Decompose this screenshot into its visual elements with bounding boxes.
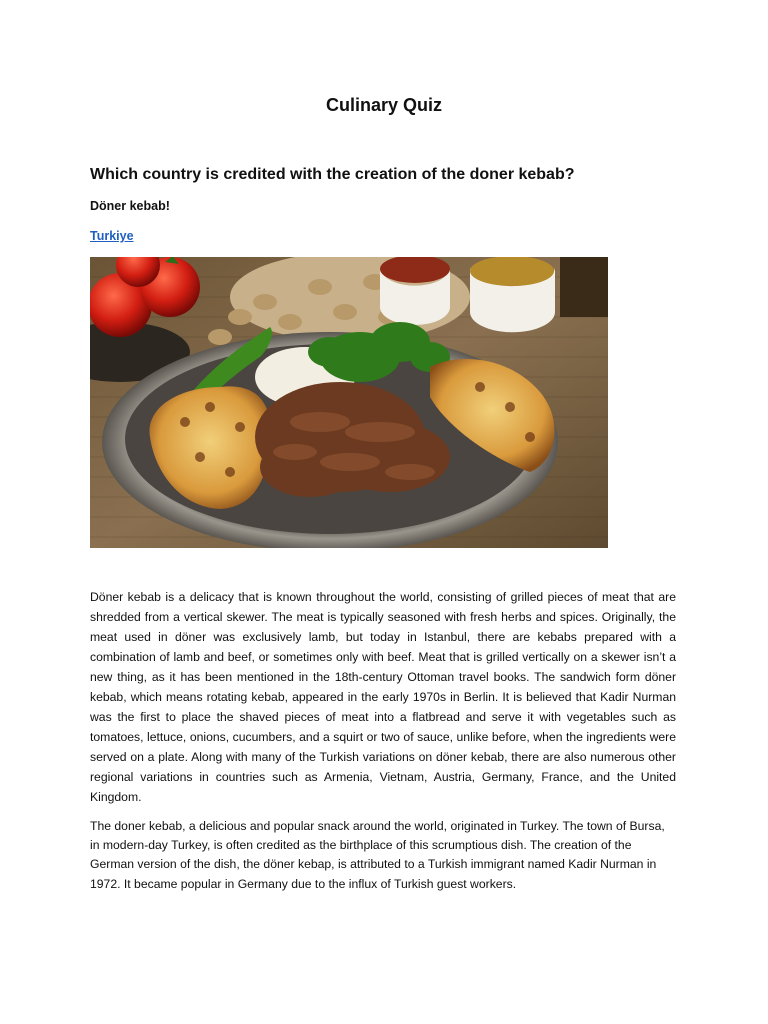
- quiz-question: Which country is credited with the creation of the doner kebab?: [90, 166, 575, 183]
- doner-kebab-photo: [90, 257, 608, 548]
- body-paragraph-1: Döner kebab is a delicacy that is known throughout the world, consisting of grilled pieces of meat that are shredded from a vertical skewer. The meat is typically seasoned with fresh herbs and spices. Originally, the meat used in döner was exclusively lamb, but today in Istanbul, there are kebabs prepared with a combination of lamb and beef, or sometimes only with beef. Meat that is grilled vertically on a skewer isn’t a new thing, as it has been mentioned in the 18th-century Ottoman travel books. The sandwich form döner kebab, which means rotating kebab, appeared in the early 1970s in Berlin. It is believed that Kadir Nurman was the first to place the shaved pieces of meat into a flatbread and serve it with vegetables such as tomatoes, lettuce, onions, cucumbers, and a squirt or two of sauce, unlike before, when the ingredients were served on a plate. Along with many of the Turkish variations on döner kebab, there are also numerous other regional variations in countries such as Armenia, Vietnam, Austria, Germany, France, and the United Kingdom.: [90, 590, 676, 804]
- page-title: Culinary Quiz: [325, 95, 442, 115]
- body-paragraph-2: The doner kebab, a delicious and popular snack around the world, originated in Turkey. The town of Bursa, in modern-day Turkey, is often credited as the birthplace of this scrumptious dish. The creation of the German version of the dish, the döner kebap, is attributed to a Turkish immigrant named Kadir Nurman in 1972. It became popular in Germany due to the influx of Turkish guest workers.: [90, 819, 665, 891]
- answer-link[interactable]: Turkiye: [90, 229, 134, 243]
- answer-subheading: Döner kebab!: [90, 199, 170, 213]
